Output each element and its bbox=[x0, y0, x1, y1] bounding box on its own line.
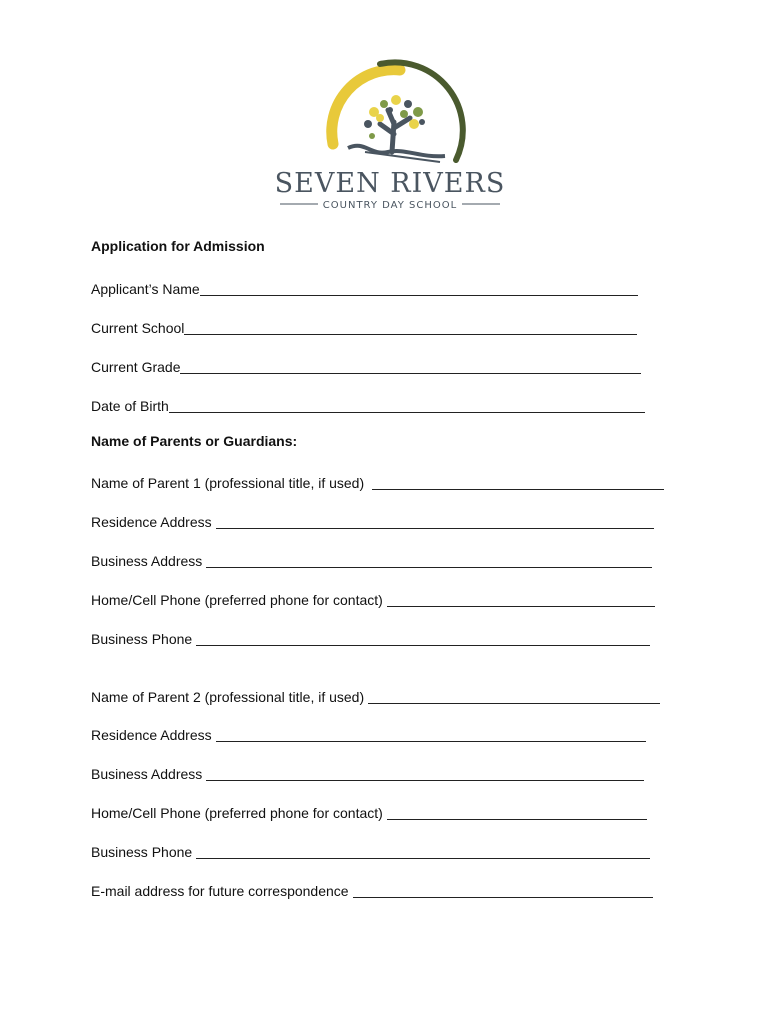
form-title: Application for Admission bbox=[91, 238, 265, 254]
parent2-name-label: Name of Parent 2 (professional title, if used) bbox=[91, 689, 365, 705]
parent1-residence-line[interactable] bbox=[216, 514, 654, 529]
parents-heading: Name of Parents or Guardians: bbox=[91, 433, 298, 449]
current-grade-label: Current Grade bbox=[91, 359, 181, 375]
current-school-label: Current School bbox=[91, 320, 185, 336]
parent1-business-phone-line[interactable] bbox=[196, 631, 650, 646]
school-subtitle-logotype: COUNTRY DAY SCHOOL bbox=[322, 200, 458, 211]
parent1-business-address-line[interactable] bbox=[206, 553, 652, 568]
current-school-line[interactable] bbox=[184, 320, 637, 335]
current-school-field[interactable] bbox=[91, 316, 637, 336]
parent1-home-phone-field[interactable] bbox=[91, 588, 655, 608]
parent1-name-field[interactable] bbox=[91, 471, 664, 491]
parent2-business-phone-line[interactable] bbox=[196, 844, 650, 859]
parent1-residence-label: Residence Address bbox=[91, 514, 212, 530]
applicant-name-line[interactable] bbox=[200, 281, 638, 296]
current-grade-field[interactable] bbox=[91, 355, 641, 375]
parent1-business-address-label: Business Address bbox=[91, 553, 203, 569]
email-line[interactable] bbox=[353, 883, 653, 898]
parent2-business-address-line[interactable] bbox=[206, 766, 644, 781]
parent1-name-line[interactable] bbox=[372, 475, 664, 490]
parent1-name-label: Name of Parent 1 (professional title, if used) bbox=[91, 475, 365, 491]
parent1-residence-field[interactable] bbox=[91, 510, 654, 530]
applicant-name-label: Applicant’s Name bbox=[91, 281, 200, 297]
email-field[interactable] bbox=[91, 879, 653, 899]
parent1-business-address-field[interactable] bbox=[91, 549, 652, 569]
email-label: E-mail address for future correspondence bbox=[91, 883, 349, 899]
parent2-business-address-label: Business Address bbox=[91, 766, 203, 782]
school-logo bbox=[270, 52, 510, 217]
parent2-residence-field[interactable] bbox=[91, 723, 646, 743]
parent2-name-field[interactable] bbox=[91, 685, 660, 705]
date-of-birth-field[interactable] bbox=[91, 394, 645, 414]
school-name-logotype: SEVEN RIVERS bbox=[274, 168, 506, 199]
parent2-home-phone-line[interactable] bbox=[387, 805, 647, 820]
date-of-birth-label: Date of Birth bbox=[91, 398, 169, 414]
parent2-business-phone-field[interactable] bbox=[91, 840, 650, 860]
parent2-home-phone-field[interactable] bbox=[91, 801, 647, 821]
parent1-home-phone-label: Home/Cell Phone (preferred phone for contact) bbox=[91, 592, 383, 608]
parent2-home-phone-label: Home/Cell Phone (preferred phone for contact) bbox=[91, 805, 383, 821]
parent1-home-phone-line[interactable] bbox=[387, 592, 655, 607]
parent2-business-phone-label: Business Phone bbox=[91, 844, 193, 860]
current-grade-line[interactable] bbox=[180, 359, 641, 374]
parent2-residence-line[interactable] bbox=[216, 727, 646, 742]
parent2-business-address-field[interactable] bbox=[91, 762, 644, 782]
applicant-name-field[interactable] bbox=[91, 277, 638, 297]
parent2-residence-label: Residence Address bbox=[91, 727, 212, 743]
parent1-business-phone-label: Business Phone bbox=[91, 631, 193, 647]
parent1-business-phone-field[interactable] bbox=[91, 627, 650, 647]
parent2-name-line[interactable] bbox=[368, 689, 660, 704]
date-of-birth-line[interactable] bbox=[169, 398, 645, 413]
